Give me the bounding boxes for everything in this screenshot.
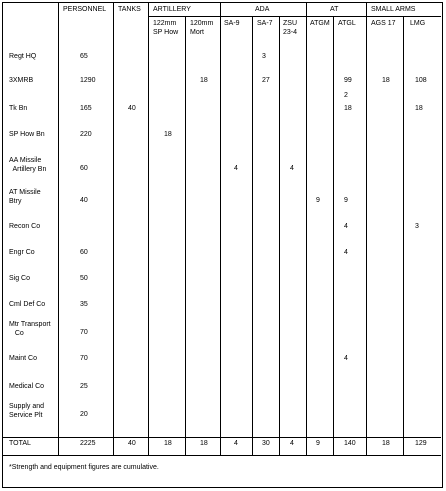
row-unit-label: Maint Co [9, 355, 38, 362]
header-tanks: TANKS [118, 6, 141, 13]
row-divider [3, 455, 441, 456]
cell-personnel: 40 [80, 197, 88, 204]
total-personnel: 2225 [80, 440, 96, 447]
cell-personnel: 25 [80, 383, 88, 390]
header-mort: 120mm Mort [190, 20, 214, 36]
header-atgl: ATGL [338, 20, 356, 27]
header-at: AT [330, 6, 339, 13]
cell-atgl: 4 [344, 355, 348, 362]
total-atgl: 140 [344, 440, 356, 447]
header-personnel: PERSONNEL [63, 6, 107, 13]
row-divider [148, 16, 441, 17]
cell-atgl: 4 [344, 223, 348, 230]
cell-personnel: 1290 [80, 77, 96, 84]
col-divider [279, 16, 280, 455]
total-sp-how: 18 [164, 440, 172, 447]
row-unit-label: Sig Co [9, 275, 31, 282]
total-sa9: 4 [234, 440, 238, 447]
header-sa9: SA-9 [224, 20, 240, 27]
col-divider [306, 3, 307, 455]
header-sa7: SA-7 [257, 20, 273, 27]
cell-lmg: 3 [415, 223, 419, 230]
row-unit-label: AT Missile Btry [9, 189, 41, 205]
row-unit-label: Engr Co [9, 249, 35, 256]
col-divider [113, 3, 114, 455]
cell-personnel: 60 [80, 249, 88, 256]
row-unit-label: Tk Bn [9, 105, 28, 112]
row-unit-label: SP How Bn [9, 131, 45, 138]
header-artillery: ARTILLERY [153, 6, 191, 13]
col-divider [252, 16, 253, 455]
cell-atgl: 99 [344, 77, 352, 84]
header-sp-how: 122mm SP How [153, 20, 179, 36]
total-lmg: 129 [415, 440, 427, 447]
cell-ags: 18 [382, 77, 390, 84]
col-divider [58, 3, 59, 455]
row-unit-label: 3XMRB [9, 77, 34, 84]
cell-personnel: 50 [80, 275, 88, 282]
cell-mort: 18 [200, 77, 208, 84]
cell-tanks: 40 [128, 105, 136, 112]
cell-sa7: 3 [262, 53, 266, 60]
header-zsu: ZSU 23-4 [283, 20, 298, 36]
cell-personnel: 165 [80, 105, 92, 112]
cell-atgl: 18 [344, 105, 352, 112]
cell-personnel: 60 [80, 165, 88, 172]
col-divider [185, 16, 186, 455]
row-unit-label: Regt HQ [9, 53, 37, 60]
cell-atgm: 9 [316, 197, 320, 204]
cell-atgl2: 2 [344, 92, 348, 99]
total-atgm: 9 [316, 440, 320, 447]
cell-atgl: 9 [344, 197, 348, 204]
row-unit-label: Recon Co [9, 223, 41, 230]
col-divider [148, 3, 149, 455]
row-unit-label: Medical Co [9, 383, 45, 390]
cell-atgl: 4 [344, 249, 348, 256]
row-unit-label: Mtr Transport Co [9, 321, 51, 337]
equipment-table [2, 2, 443, 488]
footnote: *Strength and equipment figures are cumulative. [9, 464, 159, 471]
row-unit-label: AA Missile Artillery Bn [9, 157, 47, 173]
col-divider [403, 16, 404, 455]
cell-personnel: 70 [80, 355, 88, 362]
col-divider [366, 3, 367, 455]
total-ags: 18 [382, 440, 390, 447]
cell-personnel: 20 [80, 411, 88, 418]
header-ags: AGS 17 [371, 20, 396, 27]
row-unit-label: Cml Def Co [9, 301, 46, 308]
total-label: TOTAL [9, 440, 31, 447]
total-sa7: 30 [262, 440, 270, 447]
total-mort: 18 [200, 440, 208, 447]
cell-sp-how: 18 [164, 131, 172, 138]
cell-personnel: 35 [80, 301, 88, 308]
cell-lmg: 18 [415, 105, 423, 112]
cell-zsu: 4 [290, 165, 294, 172]
cell-sa7: 27 [262, 77, 270, 84]
cell-personnel: 70 [80, 329, 88, 336]
row-divider [3, 437, 441, 438]
total-tanks: 40 [128, 440, 136, 447]
cell-personnel: 220 [80, 131, 92, 138]
header-small-arms: SMALL ARMS [371, 6, 416, 13]
col-divider [333, 16, 334, 455]
header-atgm: ATGM [310, 20, 330, 27]
header-ada: ADA [255, 6, 270, 13]
total-zsu: 4 [290, 440, 294, 447]
row-unit-label: Supply and Service Plt [9, 403, 45, 419]
cell-sa9: 4 [234, 165, 238, 172]
header-lmg: LMG [410, 20, 426, 27]
col-divider [220, 3, 221, 455]
cell-lmg: 108 [415, 77, 427, 84]
cell-personnel: 65 [80, 53, 88, 60]
